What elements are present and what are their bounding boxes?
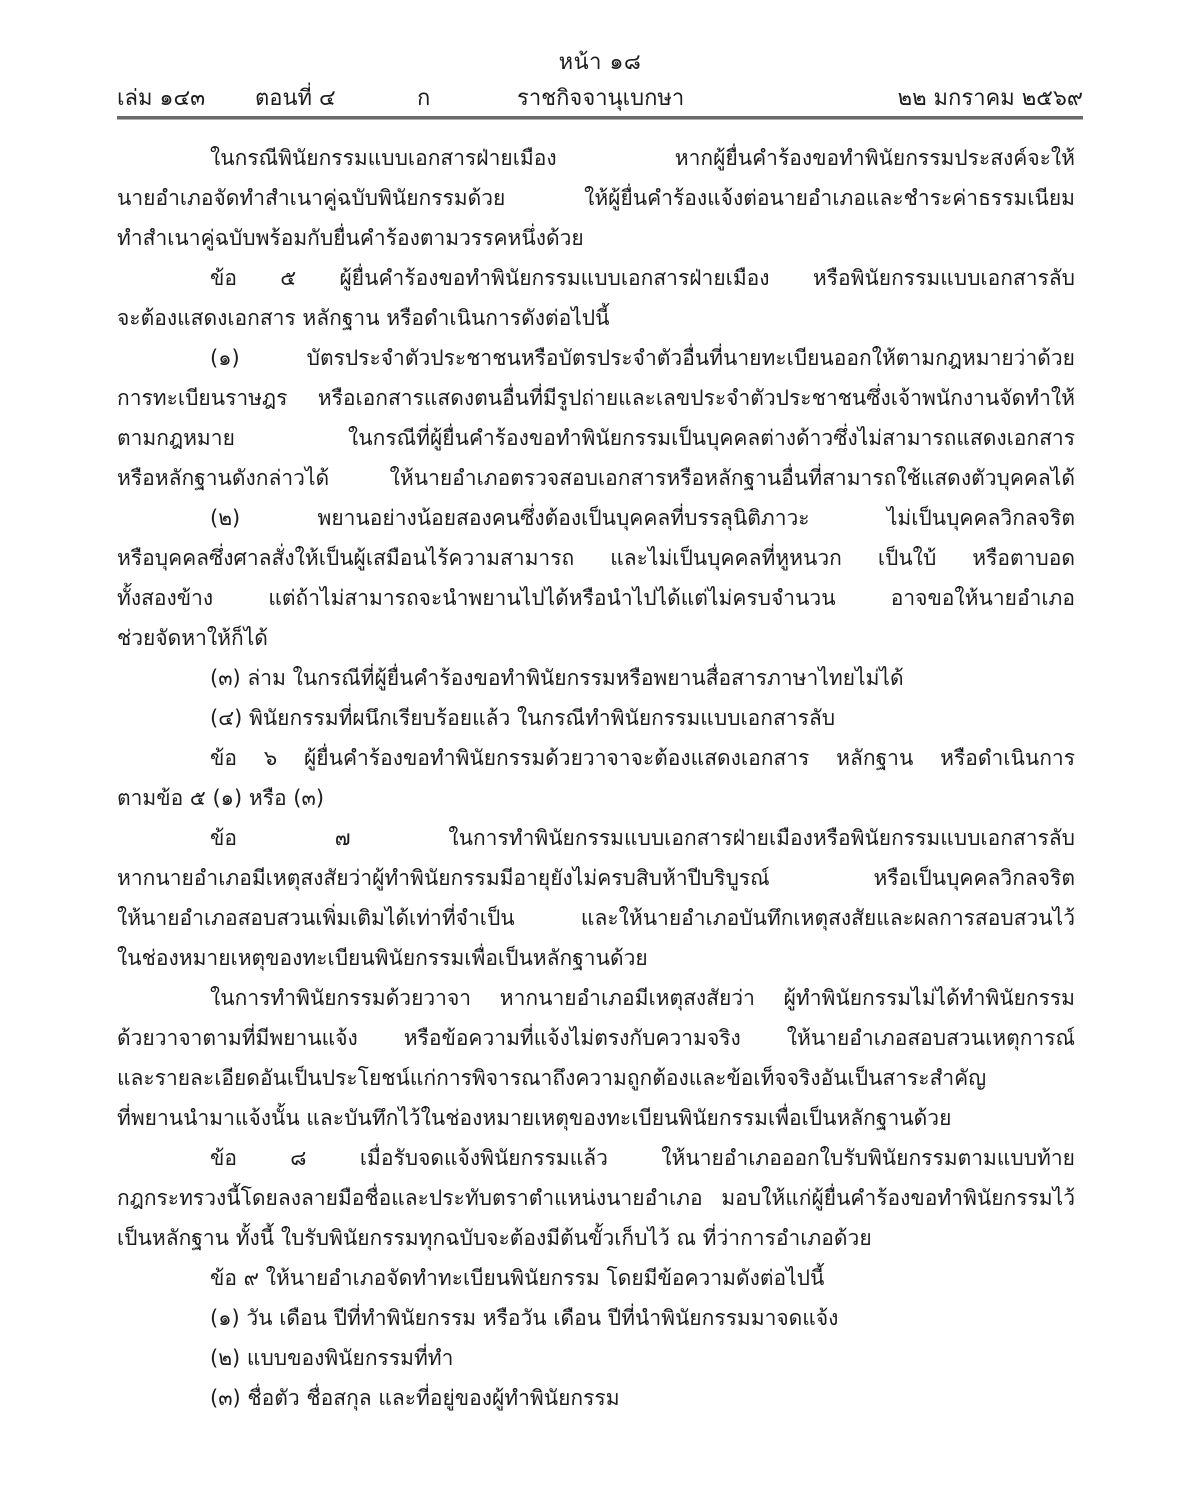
- header-divider: [117, 116, 1083, 120]
- paragraph-line: ที่พยานนำมาแจ้งนั้น และบันทึกไว้ในช่องหมายเหตุของทะเบียนพินัยกรรมเพื่อเป็นหลักฐานด้วย: [117, 1106, 952, 1130]
- publication-title: ราชกิจจานุเบกษา: [517, 86, 685, 111]
- paragraph-line: การทะเบียนราษฎร หรือเอกสารแสดงตนอื่นที่มีรูปถ่ายและเลขประจำตัวประชาชนซึ่งเจ้าพนักงานจัดทำให้: [117, 386, 1075, 410]
- document-body: [117, 138, 1075, 1418]
- clause-5-item-1: (๑) บัตรประจำตัวประชาชนหรือบัตรประจำตัวอื่นที่นายทะเบียนออกให้ตามกฎหมายว่าด้วย: [210, 346, 1075, 370]
- paragraph-line: หากนายอำเภอมีเหตุสงสัยว่าผู้ทำพินัยกรรมมีอายุยังไม่ครบสิบห้าปีบริบูรณ์ หรือเป็นบุคคลวิกลจริต: [117, 866, 1075, 890]
- clause-9-item-2: (๒) แบบของพินัยกรรมที่ทำ: [210, 1346, 454, 1370]
- paragraph-line: หรือบุคคลซึ่งศาลสั่งให้เป็นผู้เสมือนไร้ความสามารถ และไม่เป็นบุคคลที่หูหนวก เป็นใบ้ หรือตาบอด: [117, 546, 1075, 570]
- clause-9-heading: ข้อ ๙ ให้นายอำเภอจัดทำทะเบียนพินัยกรรม โดยมีข้อความดังต่อไปนี้: [210, 1266, 825, 1290]
- paragraph-line: ทำสำเนาคู่ฉบับพร้อมกับยื่นคำร้องตามวรรคหนึ่งด้วย: [117, 226, 584, 250]
- paragraph-line: จะต้องแสดงเอกสาร หลักฐาน หรือดำเนินการดังต่อไปนี้: [117, 306, 610, 330]
- clause-7-heading: ข้อ ๗ ในการทำพินัยกรรมแบบเอกสารฝ่ายเมืองหรือพินัยกรรมแบบเอกสารลับ: [210, 826, 1075, 850]
- clause-5-heading: ข้อ ๕ ผู้ยื่นคำร้องขอทำพินัยกรรมแบบเอกสารฝ่ายเมือง หรือพินัยกรรมแบบเอกสารลับ: [210, 266, 1075, 290]
- clause-5-item-4: (๔) พินัยกรรมที่ผนึกเรียบร้อยแล้ว ในกรณีทำพินัยกรรมแบบเอกสารลับ: [210, 706, 836, 730]
- page-number: หน้า ๑๘: [558, 50, 642, 75]
- paragraph-line: กฎกระทรวงนี้โดยลงลายมือชื่อและประทับตราตำแหน่งนายอำเภอ มอบให้แก่ผู้ยื่นคำร้องขอทำพินัยกรรมไว้: [117, 1186, 1075, 1210]
- issue-number: ตอนที่ ๔: [255, 86, 336, 111]
- clause-5-item-3: (๓) ล่าม ในกรณีที่ผู้ยื่นคำร้องขอทำพินัยกรรมหรือพยานสื่อสารภาษาไทยไม่ได้: [210, 666, 904, 690]
- paragraph-line: ทั้งสองข้าง แต่ถ้าไม่สามารถจะนำพยานไปได้หรือนำไปได้แต่ไม่ครบจำนวน อาจขอให้นายอำเภอ: [117, 586, 1075, 610]
- clause-6-heading: ข้อ ๖ ผู้ยื่นคำร้องขอทำพินัยกรรมด้วยวาจาจะต้องแสดงเอกสาร หลักฐาน หรือดำเนินการ: [210, 746, 1075, 770]
- paragraph-line: ในช่องหมายเหตุของทะเบียนพินัยกรรมเพื่อเป็นหลักฐานด้วย: [117, 946, 648, 970]
- paragraph-line: ตามข้อ ๕ (๑) หรือ (๓): [117, 786, 325, 810]
- clause-9-item-1: (๑) วัน เดือน ปีที่ทำพินัยกรรม หรือวัน เดือน ปีที่นำพินัยกรรมมาจดแจ้ง: [210, 1306, 839, 1330]
- paragraph-line: และรายละเอียดอันเป็นประโยชน์แก่การพิจารณาถึงความถูกต้องและข้อเท็จจริงอันเป็นสาระสำคัญ: [117, 1066, 987, 1090]
- publication-date: ๒๒ มกราคม ๒๕๖๙: [897, 86, 1083, 111]
- paragraph-line: ด้วยวาจาตามที่มีพยานแจ้ง หรือข้อความที่แจ้งไม่ตรงกับความจริง ให้นายอำเภอสอบสวนเหตุการณ์: [117, 1026, 1075, 1050]
- paragraph-line: ตามกฎหมาย ในกรณีที่ผู้ยื่นคำร้องขอทำพินัยกรรมเป็นบุคคลต่างด้าวซึ่งไม่สามารถแสดงเอกสาร: [117, 426, 1075, 450]
- paragraph-line: เป็นหลักฐาน ทั้งนี้ ใบรับพินัยกรรมทุกฉบับจะต้องมีต้นขั้วเก็บไว้ ณ ที่ว่าการอำเภอด้วย: [117, 1226, 872, 1250]
- clause-7-paragraph-2: ในการทำพินัยกรรมด้วยวาจา หากนายอำเภอมีเหตุสงสัยว่า ผู้ทำพินัยกรรมไม่ได้ทำพินัยกรรม: [210, 986, 1075, 1010]
- clause-8-heading: ข้อ ๘ เมื่อรับจดแจ้งพินัยกรรมแล้ว ให้นายอำเภอออกใบรับพินัยกรรมตามแบบท้าย: [210, 1146, 1075, 1170]
- paragraph-line: นายอำเภอจัดทำสำเนาคู่ฉบับพินัยกรรมด้วย ให้ผู้ยื่นคำร้องแจ้งต่อนายอำเภอและชำระค่าธรรมเนียม: [117, 186, 1075, 210]
- gazette-header: [117, 80, 1083, 114]
- clause-9-item-3: (๓) ชื่อตัว ชื่อสกุล และที่อยู่ของผู้ทำพินัยกรรม: [210, 1386, 620, 1410]
- paragraph-line: ในกรณีพินัยกรรมแบบเอกสารฝ่ายเมือง หากผู้ยื่นคำร้องขอทำพินัยกรรมประสงค์จะให้: [210, 146, 1075, 170]
- volume-number: เล่ม ๑๔๓: [117, 86, 206, 111]
- paragraph-line: หรือหลักฐานดังกล่าวได้ ให้นายอำเภอตรวจสอบเอกสารหรือหลักฐานอื่นที่สามารถใช้แสดงตัวบุคคลได้: [117, 466, 1075, 490]
- paragraph-line: ช่วยจัดหาให้ก็ได้: [117, 626, 268, 650]
- section-letter: ก: [417, 86, 431, 111]
- paragraph-line: ให้นายอำเภอสอบสวนเพิ่มเติมได้เท่าที่จำเป็น และให้นายอำเภอบันทึกเหตุสงสัยและผลการสอบสวนไว้: [117, 906, 1075, 930]
- clause-5-item-2: (๒) พยานอย่างน้อยสองคนซึ่งต้องเป็นบุคคลที่บรรลุนิติภาวะ ไม่เป็นบุคคลวิกลจริต: [210, 506, 1075, 530]
